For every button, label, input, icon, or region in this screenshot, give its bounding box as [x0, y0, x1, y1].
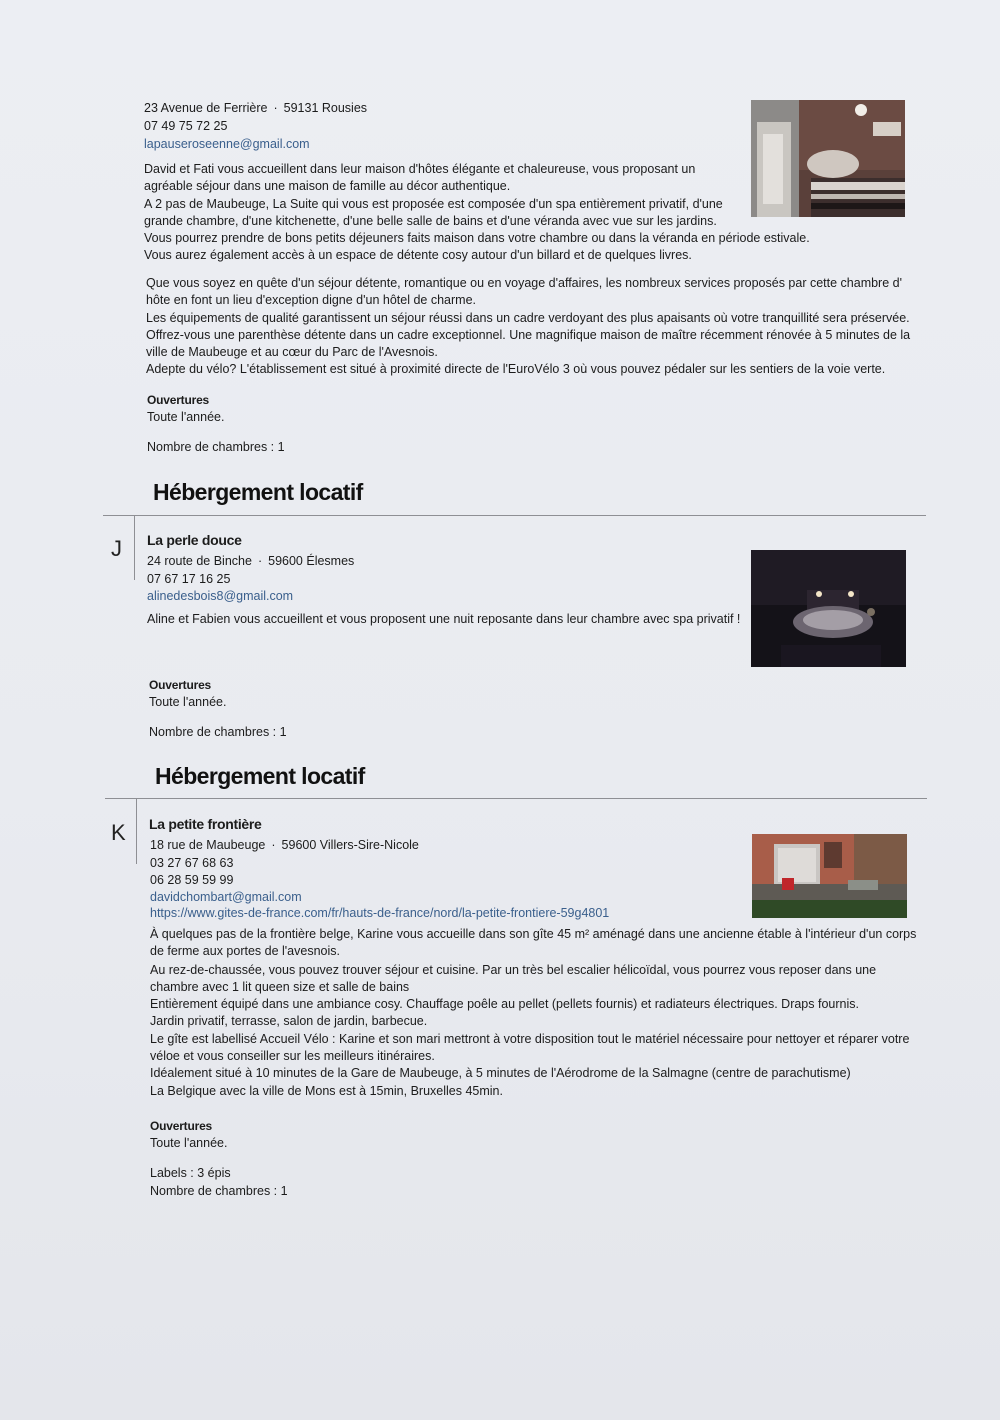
section-k-description — [150, 926, 917, 1100]
section-j-spa-photo — [751, 550, 906, 667]
entry-a-postcode-city: 59131 Rousies — [283, 101, 368, 115]
section-k-email[interactable]: davidchombart@gmail.com — [150, 890, 302, 904]
entry-a-desc2-line: ville de Maubeuge et au cœur du Parc de l'Avesnois. — [146, 345, 438, 360]
entry-a-address: 23 Avenue de Ferrière — [144, 101, 268, 115]
entry-a-phone[interactable]: 07 49 75 72 25 — [144, 119, 228, 133]
section-k-desc-line: À quelques pas de la frontière belge, Karine vous accueille dans son gîte 45 m² aménagé dans une ancienne étable à l'intérieur d'un corps — [150, 927, 917, 941]
entry-a-desc1-line: David et Fati vous accueillent dans leur maison d'hôtes élégante et chaleureuse, vous proposant un — [144, 162, 696, 176]
section-k-name: La petite frontière — [149, 816, 262, 832]
section-k-rooms: Nombre de chambres : 1 — [150, 1184, 288, 1198]
section-k-phone-2[interactable]: 06 28 59 59 99 — [150, 873, 234, 887]
section-k-title: Hébergement locatif — [155, 763, 365, 789]
section-j-postcode-city: 59600 Élesmes — [268, 554, 355, 568]
section-j-address: 24 route de Binche — [147, 554, 252, 568]
section-k-desc-line: La Belgique avec la ville de Mons est à 15min, Bruxelles 45min. — [150, 1083, 503, 1098]
entry-a-desc2-line: Les équipements de qualité garantissent un séjour réussi dans un cadre verdoyant des plus apaisants où votre tranquillité sera préservée. — [146, 310, 910, 325]
section-k-vertical-divider — [136, 798, 137, 864]
section-j-title: Hébergement locatif — [153, 479, 363, 505]
section-j-description: Aline et Fabien vous accueillent et vous proposent une nuit reposante dans leur chambre avec spa privatif ! — [147, 612, 741, 626]
section-k-desc-line: Idéalement situé à 10 minutes de la Gare de Maubeuge, à 5 minutes de l'Aérodrome de la Salmagne (centre de parachutisme) — [150, 1066, 851, 1081]
entry-a-rooms: Nombre de chambres : 1 — [147, 440, 285, 454]
entry-a-description-2 — [146, 275, 911, 379]
section-k-divider — [105, 798, 927, 799]
entry-a-desc1-line: Vous aurez également accès à un espace de détente cosy autour d'un billard et de quelques livres. — [144, 248, 692, 263]
section-j-address-line: 24 route de Binche · 59600 Élesmes — [147, 554, 355, 568]
entry-a-desc1-line: A 2 pas de Maubeuge, La Suite qui vous est proposée est composée d'un spa entièrement privatif, d'une — [144, 196, 723, 211]
section-k-index-letter: K — [111, 820, 126, 845]
entry-a-openings-label: Ouvertures — [147, 393, 210, 407]
section-k-desc-line: Au rez-de-chaussée, vous pouvez trouver séjour et cuisine. Par un très bel escalier hélicoïdal, vous pourrez vous reposer dans une — [150, 962, 877, 977]
entry-a-openings-value: Toute l'année. — [147, 410, 225, 424]
section-j-openings-label: Ouvertures — [149, 678, 212, 692]
entry-a-desc2-line: Offrez-vous une parenthèse détente dans un cadre exceptionnel. Une magnifique maison de maître récemment rénovée à 5 minutes de la — [146, 327, 911, 342]
section-k-desc-line: chambre avec 1 lit queen size et salle de bains — [150, 979, 410, 994]
entry-a-desc2-line: Que vous soyez en quête d'un séjour détente, romantique ou en voyage d'affaires, les nombreux services proposés par cette chambre d' — [146, 276, 902, 290]
section-k-openings-label: Ouvertures — [150, 1119, 213, 1133]
section-k-desc-line: Entièrement équipé dans une ambiance cosy. Chauffage poêle au pellet (pellets fournis) et radiateurs électriques. Draps fournis. — [150, 997, 859, 1012]
entry-a-desc2-line: hôte en font un lieu d'exception digne d'un hôtel de charme. — [146, 293, 477, 308]
section-k-website[interactable]: https://www.gites-de-france.com/fr/hauts-de-france/nord/la-petite-frontiere-59g4801 — [150, 906, 610, 920]
section-k-desc-line: véloe et vous conseiller sur les meilleurs itinéraires. — [150, 1049, 435, 1064]
section-k-desc-line: de ferme aux portes de l'avesnois. — [150, 944, 340, 959]
section-j-rooms: Nombre de chambres : 1 — [149, 725, 287, 739]
entry-a-description-1 — [144, 161, 904, 265]
entry-a-desc1-line: Vous pourrez prendre de bons petits déjeuners faits maison dans votre chambre ou dans la véranda en période estivale. — [144, 231, 810, 246]
section-j-index-letter: J — [111, 536, 122, 561]
house-exterior-image — [752, 834, 907, 918]
section-k-address: 18 rue de Maubeuge — [150, 838, 266, 852]
section-j-email[interactable]: alinedesbois8@gmail.com — [147, 589, 294, 603]
section-k-desc-line: Jardin privatif, terrasse, salon de jardin, barbecue. — [150, 1014, 428, 1029]
section-k-phone-1[interactable]: 03 27 67 68 63 — [150, 856, 234, 870]
section-k-postcode-city: 59600 Villers-Sire-Nicole — [281, 838, 419, 852]
section-j-vertical-divider — [134, 515, 135, 580]
section-k-address-line: 18 rue de Maubeuge · 59600 Villers-Sire-Nicole — [150, 838, 419, 852]
entry-a-desc1-line: agréable séjour dans une maison de famille au décor authentique. — [144, 179, 511, 194]
spa-room-image — [751, 550, 906, 667]
entry-a-desc1-line: grande chambre, d'une kitchenette, d'une belle salle de bains et d'une véranda avec vue sur les jardins. — [144, 213, 717, 228]
entry-a-desc2-line: Adepte du vélo? L'établissement est situé à proximité directe de l'EuroVélo 3 où vous pouvez pédaler sur les sentiers de la voie verte. — [146, 362, 886, 377]
entry-a-email[interactable]: lapauseroseenne@gmail.com — [144, 137, 310, 151]
section-k-house-photo — [752, 834, 907, 918]
section-k-labels: Labels : 3 épis — [150, 1166, 231, 1180]
section-j-name: La perle douce — [147, 532, 242, 548]
section-j-phone[interactable]: 07 67 17 16 25 — [147, 572, 231, 586]
section-j-openings-value: Toute l'année. — [149, 695, 227, 709]
section-k-desc-line: Le gîte est labellisé Accueil Vélo : Karine et son mari mettront à votre disposition tout le matériel nécessaire pour nettoyer et réparer votre — [150, 1031, 910, 1046]
entry-a-address-line: 23 Avenue de Ferrière · 59131 Rousies — [144, 101, 368, 115]
section-j-divider — [103, 515, 926, 516]
section-k-openings-value: Toute l'année. — [150, 1136, 228, 1150]
